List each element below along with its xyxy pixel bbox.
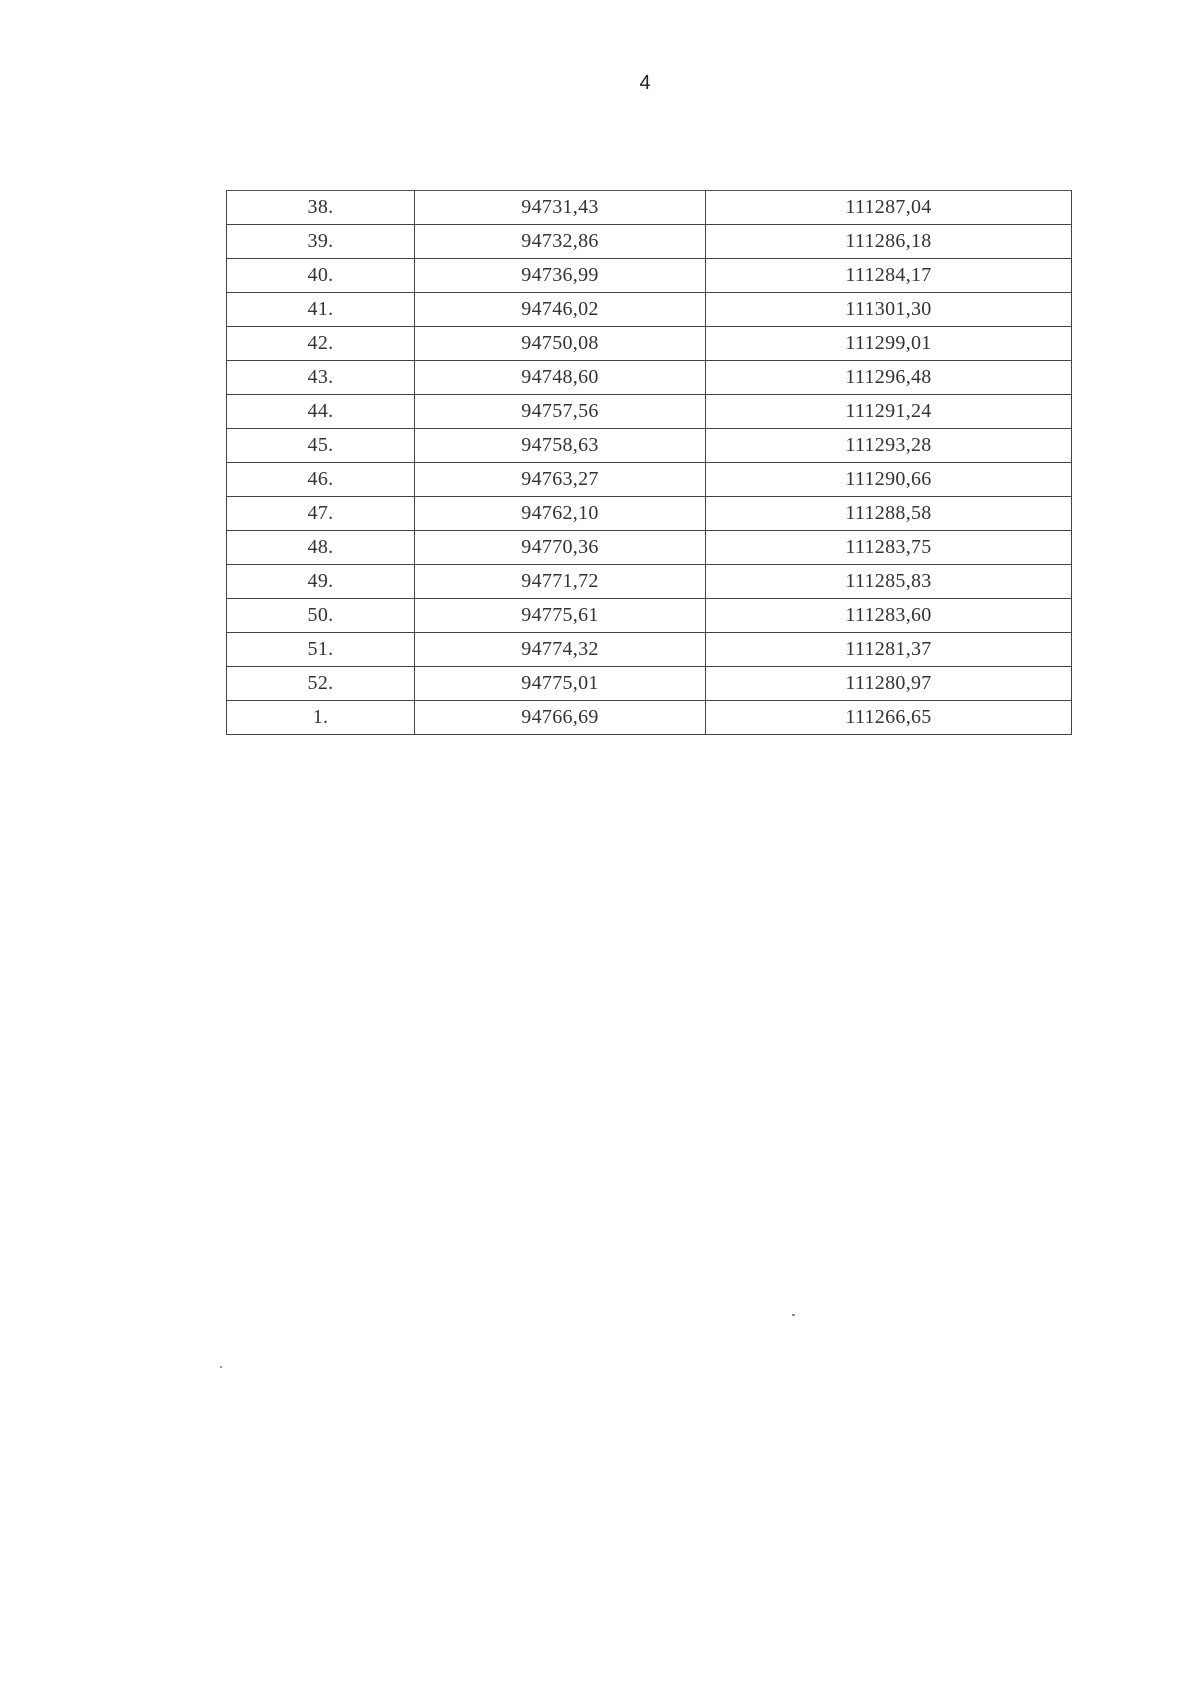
point-number-cell: 47. <box>227 497 415 531</box>
point-number-cell: 46. <box>227 463 415 497</box>
point-number-cell: 43. <box>227 361 415 395</box>
table-row <box>227 225 1072 259</box>
y-coordinate-cell: 111296,48 <box>706 361 1072 395</box>
point-number-cell: 42. <box>227 327 415 361</box>
point-number-cell: 52. <box>227 667 415 701</box>
y-coordinate-cell: 111290,66 <box>706 463 1072 497</box>
table-row <box>227 633 1072 667</box>
y-coordinate-cell: 111288,58 <box>706 497 1072 531</box>
y-coordinate-cell: 111299,01 <box>706 327 1072 361</box>
table-row <box>227 701 1072 735</box>
x-coordinate-cell: 94766,69 <box>415 701 706 735</box>
x-coordinate-cell: 94748,60 <box>415 361 706 395</box>
point-number-cell: 48. <box>227 531 415 565</box>
point-number-cell: 39. <box>227 225 415 259</box>
x-coordinate-cell: 94758,63 <box>415 429 706 463</box>
y-coordinate-cell: 111301,30 <box>706 293 1072 327</box>
x-coordinate-cell: 94731,43 <box>415 191 706 225</box>
scan-speck <box>220 1366 222 1368</box>
y-coordinate-cell: 111280,97 <box>706 667 1072 701</box>
table-row <box>227 565 1072 599</box>
point-number-cell: 40. <box>227 259 415 293</box>
point-number-cell: 41. <box>227 293 415 327</box>
x-coordinate-cell: 94774,32 <box>415 633 706 667</box>
x-coordinate-cell: 94746,02 <box>415 293 706 327</box>
table-row <box>227 429 1072 463</box>
y-coordinate-cell: 111293,28 <box>706 429 1072 463</box>
y-coordinate-cell: 111284,17 <box>706 259 1072 293</box>
table-row <box>227 191 1072 225</box>
x-coordinate-cell: 94736,99 <box>415 259 706 293</box>
point-number-cell: 38. <box>227 191 415 225</box>
y-coordinate-cell: 111285,83 <box>706 565 1072 599</box>
coordinates-table-body <box>227 191 1072 735</box>
table-row <box>227 259 1072 293</box>
table-row <box>227 463 1072 497</box>
x-coordinate-cell: 94775,01 <box>415 667 706 701</box>
page-number: 4 <box>639 72 651 94</box>
coordinates-table <box>226 190 1072 735</box>
x-coordinate-cell: 94732,86 <box>415 225 706 259</box>
y-coordinate-cell: 111266,65 <box>706 701 1072 735</box>
table-row <box>227 667 1072 701</box>
point-number-cell: 51. <box>227 633 415 667</box>
table-row <box>227 293 1072 327</box>
table-row <box>227 327 1072 361</box>
x-coordinate-cell: 94775,61 <box>415 599 706 633</box>
table-row <box>227 361 1072 395</box>
point-number-cell: 1. <box>227 701 415 735</box>
y-coordinate-cell: 111291,24 <box>706 395 1072 429</box>
y-coordinate-cell: 111283,75 <box>706 531 1072 565</box>
x-coordinate-cell: 94750,08 <box>415 327 706 361</box>
table-row <box>227 599 1072 633</box>
x-coordinate-cell: 94763,27 <box>415 463 706 497</box>
point-number-cell: 44. <box>227 395 415 429</box>
y-coordinate-cell: 111281,37 <box>706 633 1072 667</box>
x-coordinate-cell: 94771,72 <box>415 565 706 599</box>
point-number-cell: 45. <box>227 429 415 463</box>
x-coordinate-cell: 94770,36 <box>415 531 706 565</box>
y-coordinate-cell: 111283,60 <box>706 599 1072 633</box>
point-number-cell: 49. <box>227 565 415 599</box>
x-coordinate-cell: 94762,10 <box>415 497 706 531</box>
y-coordinate-cell: 111286,18 <box>706 225 1072 259</box>
scan-speck <box>792 1314 795 1316</box>
table-row <box>227 531 1072 565</box>
y-coordinate-cell: 111287,04 <box>706 191 1072 225</box>
table-row <box>227 395 1072 429</box>
x-coordinate-cell: 94757,56 <box>415 395 706 429</box>
table-row <box>227 497 1072 531</box>
point-number-cell: 50. <box>227 599 415 633</box>
